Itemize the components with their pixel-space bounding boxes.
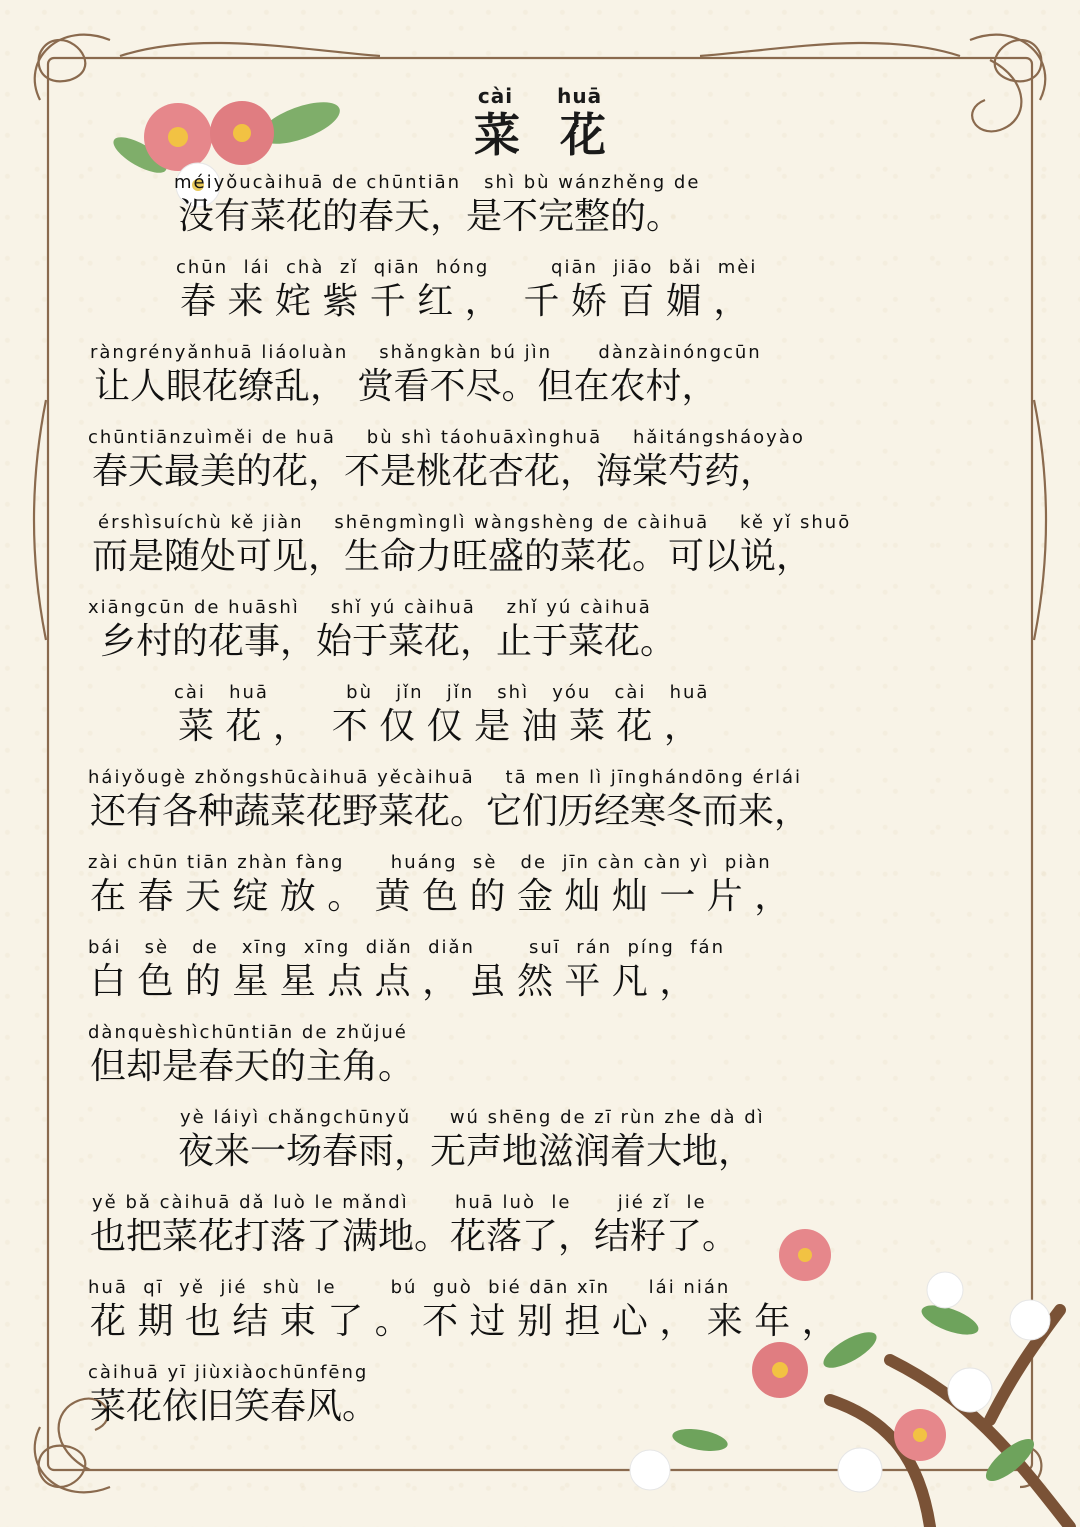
hanzi-line: 花 期 也 结 束 了 。 不 过 别 担 心 ， 来 年 ， [90,1301,838,1342]
hanzi-line: 菜花依旧笑春风。 [90,1386,379,1427]
hanzi-line: 在 春 天 绽 放 。 黄 色 的 金 灿 灿 一 片 ， [90,876,791,917]
hanzi-line: 没有菜花的春天，是不完整的。 [178,196,683,237]
title-pinyin-1: cài [477,84,514,108]
hanzi-line: 夜来一场春雨，无声地滋润着大地， [178,1131,755,1172]
pinyin-line: chūntiānzuìměi de huā bù shì táohuāxìnghuā hǎitángsháoyào [88,427,805,448]
pinyin-line: cài huā bù jǐn jǐn shì yóu cài huā [174,682,710,703]
pinyin-line: bái sè de xīng xīng diǎn diǎn suī rán píng fán [88,937,725,958]
pinyin-line: dànquèshìchūntiān de zhǔjué [88,1022,408,1043]
title-hanzi-1: 菜 [474,108,520,162]
pinyin-line: càihuā yī jiùxiàochūnfēng [88,1362,369,1383]
hanzi-line: 还有各种蔬菜花野菜花。它们历经寒冬而来， [90,791,811,832]
pinyin-line: huā qī yě jié shù le bú guò bié dān xīn lái nián [88,1277,731,1298]
pinyin-line: zài chūn tiān zhàn fàng huáng sè de jīn càn càn yì piàn [88,852,772,873]
pinyin-line: háiyǒugè zhǒngshūcàihuā yěcàihuā tā men lì jīnghándōng érlái [88,767,802,788]
hanzi-line: 但却是春天的主角。 [90,1046,415,1087]
pinyin-line: ràngrényǎnhuā liáoluàn shǎngkàn bú jìn dànzàinóngcūn [90,342,762,363]
pinyin-line: xiāngcūn de huāshì shǐ yú càihuā zhǐ yú càihuā [88,597,652,618]
hanzi-line: 也把菜花打落了满地。花落了，结籽了。 [90,1216,739,1257]
hanzi-line: 春 来 姹 紫 千 红 ， 千 娇 百 媚 ， [180,281,750,322]
title-pinyin-2: huā [557,84,603,108]
pinyin-line: méiyǒucàihuā de chūntiān shì bù wánzhěng de [174,172,701,193]
pinyin-line: chūn lái chà zǐ qiān hóng qiān jiāo bǎi mèi [176,257,758,278]
hanzi-line: 白 色 的 星 星 点 点 ， 虽 然 平 凡 ， [90,961,696,1002]
hanzi-line: 而是随处可见，生命力旺盛的菜花。可以说， [92,536,813,577]
pinyin-line: yě bǎ càihuā dǎ luò le mǎndì huā luò le jié zǐ le [92,1192,707,1213]
pinyin-line: yè láiyì chǎngchūnyǔ wú shēng de zī rùn zhe dà dì [180,1107,765,1128]
hanzi-line: 春天最美的花，不是桃花杏花，海棠芍药， [92,451,777,492]
pinyin-line: érshìsuíchù kě jiàn shēngmìnglì wàngshèng de càihuā kě yǐ shuō [98,512,852,533]
hanzi-line: 让人眼花缭乱， 赏看不尽。但在农村， [94,366,718,407]
title-hanzi-2: 花 [560,108,606,162]
hanzi-line: 菜 花 ， 不 仅 仅 是 油 菜 花 ， [178,706,700,747]
hanzi-line: 乡村的花事，始于菜花，止于菜花。 [100,621,677,662]
